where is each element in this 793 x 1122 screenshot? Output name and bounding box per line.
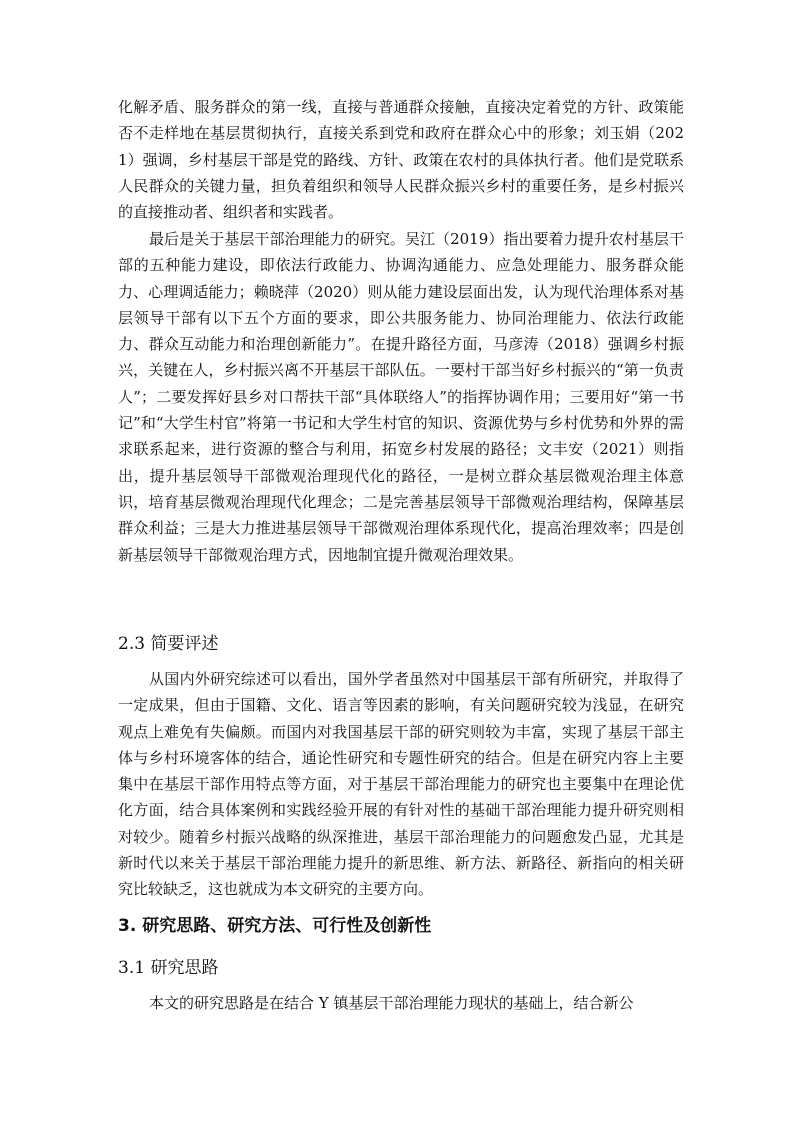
paragraph-research-approach: 本文的研究思路是在结合 Y 镇基层干部治理能力现状的基础上，结合新公 <box>149 994 634 1012</box>
section-heading-2-3: 2.3 简要评述 <box>118 634 219 654</box>
paragraph-governance-ability-research: 最后是关于基层干部治理能力的研究。吴江（2019）指出要着力提升农村基层干部的五种能力建设，即依法行政能力、协调沟通能力、应急处理能力、服务群众能力、心理调适能力；赖晓萍（2020）则从能力建设层面出发，认为现代治理体系对基层领导干部有以下五个方面的要求，即公共服务能力、协同治理能力、依法行政能力、群众互动能力和治理创新能力”。在提升路径方面，马彦涛（2018）强调乡村振兴，关键在人，乡村振兴离不开基层干部队伍。一要村干部当好乡村振兴的“第一负责人”；二要发挥好县乡对口帮扶干部“具体联络人”的指挥协调作用；三要用好“第一书记”和“大学生村官”将第一书记和大学生村官的知识、资源优势与乡村优势和外界的需求联系起来，进行资源的整合与利用，拓宽乡村发展的路径；文丰安（2021）则指出，提升基层领导干部微观治理现代化的路径，一是树立群众基层微观治理主体意识，培育基层微观治理现代化理念；二是完善基层领导干部微观治理结构，保障基层群众利益；三是大力推进基层领导干部微观治理体系现代化，提高治理效率；四是创新基层领导干部微观治理方式，因地制宜提升微观治理效果。 <box>118 230 684 564</box>
section-heading-3-1: 3.1 研究思路 <box>118 958 219 978</box>
paragraph-brief-review: 从国内外研究综述可以看出，国外学者虽然对中国基层干部有所研究，并取得了一定成果，但由于国籍、文化、语言等因素的影响，有关问题研究较为浅显，在研究观点上难免有失偏颇。而国内对我国基层干部的研究则较为丰富，实现了基层干部主体与乡村环境客体的结合，通论性研究和专题性研究的结合。但是在研究内容上主要集中在基层干部作用特点等方面，对于基层干部治理能力的研究也主要集中在理论优化方面，结合具体案例和实践经验开展的有针对性的基础干部治理能力提升研究则相对较少。随着乡村振兴战略的纵深推进，基层干部治理能力的问题愈发凸显，尤其是新时代以来关于基层干部治理能力提升的新思维、新方法、新路径、新指向的相关研究比较缺乏，这也就成为本文研究的主要方向。 <box>118 670 684 899</box>
paragraph-frontline-role: 化解矛盾、服务群众的第一线，直接与普通群众接触，直接决定着党的方针、政策能否不走样地在基层贯彻执行，直接关系到党和政府在群众心中的形象；刘玉娟（2021）强调，乡村基层干部是党的路线、方针、政策在农村的具体执行者。他们是党联系人民群众的关键力量，担负着组织和领导人民群众振兴乡村的重要任务，是乡村振兴的直接推动者、组织者和实践者。 <box>118 98 684 222</box>
section-heading-3: 3. 研究思路、研究方法、可行性及创新性 <box>118 916 432 936</box>
